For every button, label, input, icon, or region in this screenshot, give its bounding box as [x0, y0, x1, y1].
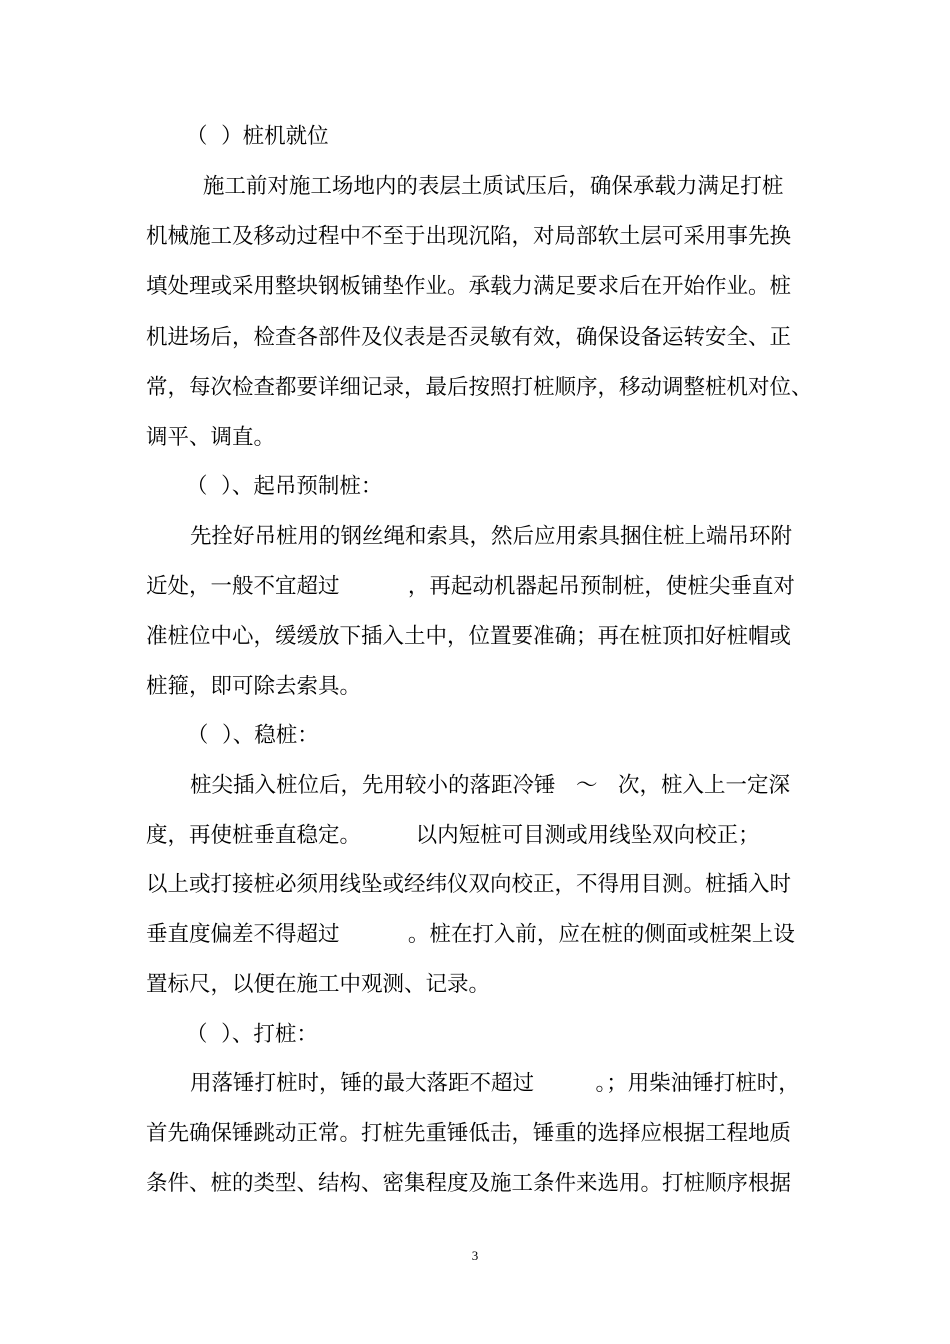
paragraph-line: 机进场后，检查各部件及仪表是否灵敏有效，确保设备运转安全、正 — [146, 325, 792, 350]
section-heading-lifting-pile: （ ）、起吊预制桩： — [186, 474, 383, 499]
paragraph-line: 桩箍，即可除去索具。 — [146, 674, 362, 699]
section-heading-pile-positioning: （ ）桩机就位 — [186, 124, 329, 149]
paragraph-line: 度，再使桩垂直稳定。 以内短桩可目测或用线坠双向校正； — [146, 823, 760, 848]
paragraph-line: 准桩位中心，缓缓放下插入土中，位置要准确；再在桩顶扣好桩帽或 — [146, 624, 792, 649]
paragraph-line: 近处，一般不宜超过 ，再起动机器起吊预制桩，使桩尖垂直对 — [146, 574, 795, 599]
page-number: 3 — [471, 1248, 479, 1263]
paragraph-line: 置标尺，以便在施工中观测、记录。 — [146, 972, 491, 997]
paragraph-line: 用落锤打桩时，锤的最大落距不超过 。；用柴油锤打桩时， — [190, 1071, 800, 1096]
paragraph-line: 桩尖插入桩位后，先用较小的落距冷锤 ～ 次，桩入上一定深 — [190, 773, 791, 798]
paragraph-line: 先拴好吊桩用的钢丝绳和索具，然后应用索具捆住桩上端吊环附 — [190, 524, 793, 549]
paragraph-line: 条件、桩的类型、结构、密集程度及施工条件来选用。打桩顺序根据 — [146, 1171, 792, 1196]
paragraph-line: 施工前对施工场地内的表层土质试压后，确保承载力满足打桩 — [196, 174, 784, 199]
section-heading-stabilize-pile: （ ）、稳桩： — [180, 723, 319, 748]
paragraph-line: 填处理或采用整块钢板铺垫作业。承载力满足要求后在开始作业。桩 — [146, 274, 792, 299]
paragraph-line: 垂直度偏差不得超过 。桩在打入前，应在桩的侧面或桩架上设 — [146, 922, 795, 947]
paragraph-line: 以上或打接桩必须用线坠或经纬仪双向校正，不得用目测。桩插入时 — [146, 872, 792, 897]
paragraph-line: 机械施工及移动过程中不至于出现沉陷，对局部软土层可采用事先换 — [146, 224, 792, 249]
paragraph-line: 常，每次检查都要详细记录，最后按照打桩顺序，移动调整桩机对位、 — [146, 375, 813, 400]
section-heading-pile-driving: （ ）、打桩： — [186, 1022, 318, 1047]
paragraph-line: 调平、调直。 — [146, 425, 276, 450]
paragraph-line: 首先确保锤跳动正常。打桩先重锤低击，锤重的选择应根据工程地质 — [146, 1121, 792, 1146]
